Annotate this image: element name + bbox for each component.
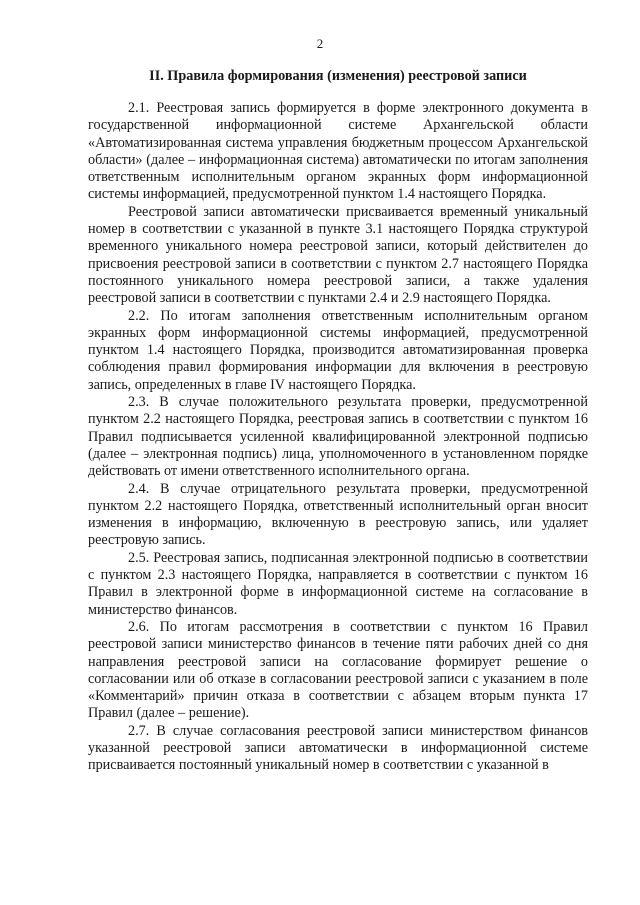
page-number: 2 — [316, 36, 324, 51]
paragraph-2-3: 2.3. В случае положительного результата проверки, предусмотренной пунктом 2.2 настоящего Порядка, реестровая запись в соответствии с пунктом 16 Правил подписывается усиленной квалифицированной электронной подписью (далее – электронная подпись) лица, уполномоченного в установленном порядке действовать от имени ответственного исполнительного органа. — [88, 394, 588, 480]
section-title: II. Правила формирования (изменения) реестровой записи — [149, 68, 527, 84]
paragraph-2-4: 2.4. В случае отрицательного результата проверки, предусмотренной пунктом 2.2 настоящего Порядка, ответственный исполнительный орган вносит изменения в информацию, включенную в реестровую запись, или удаляет реестровую запись. — [88, 480, 588, 549]
paragraph-2-7: 2.7. В случае согласования реестровой записи министерством финансов указанной реестровой записи автоматически в информационной системе присваивается постоянный уникальный номер в соответствии с указанной в — [88, 722, 588, 774]
paragraph-2-2: 2.2. По итогам заполнения ответственным исполнительным органом экранных форм информационной системы информацией, предусмотренной пунктом 1.4 настоящего Порядка, производится автоматизированная проверка соблюдения правил формирования информации для включения в реестровую запись, определенных в главе IV настоящего Порядка. — [88, 307, 588, 393]
document-body — [88, 100, 588, 775]
paragraph-2-5: 2.5. Реестровая запись, подписанная электронной подписью в соответствии с пунктом 2.3 настоящего Порядка, направляется в соответствии с пунктом 16 Правил в электронной форме в информационной системе на согласование в министерство финансов. — [88, 549, 588, 618]
paragraph-2-1-temporary-number: Реестровой записи автоматически присваивается временный уникальный номер в соответствии с указанной в пункте 3.1 настоящего Порядка структурой временного уникального номера реестровой записи, который действителен до присвоения реестровой записи в соответствии с пунктом 2.7 настоящего Порядка постоянного уникального номера реестровой записи, а также удаления реестровой записи в соответствии с пунктами 2.4 и 2.9 настоящего Порядка. — [88, 203, 588, 307]
paragraph-2-6: 2.6. По итогам рассмотрения в соответствии с пунктом 16 Правил реестровой записи министерство финансов в течение пяти рабочих дней со дня направления реестровой записи на согласование формирует решение о согласовании или об отказе в согласовании реестровой записи с указанием в поле «Комментарий» причин отказа в соответствии с абзацем вторым пункта 17 Правил (далее – решение). — [88, 618, 588, 722]
paragraph-2-1: 2.1. Реестровая запись формируется в форме электронного документа в государственной информационной системе Архангельской области «Автоматизированная система управления бюджетным процессом Архангельской области» (далее – информационная система) автоматически по итогам заполнения ответственным исполнительным органом экранных форм информационной системы информацией, предусмотренной пунктом 1.4 настоящего Порядка. — [88, 100, 588, 203]
